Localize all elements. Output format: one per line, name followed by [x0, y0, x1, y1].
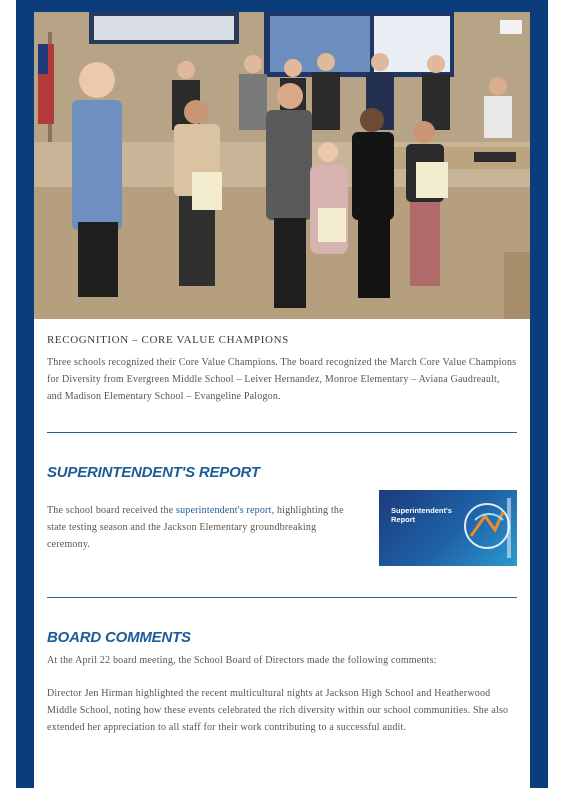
thumbnail-title: [391, 506, 452, 524]
thumbnail-graphic: [379, 490, 517, 566]
right-border: [530, 0, 548, 788]
recognition-section: [47, 334, 517, 405]
recognition-body: Three schools recognized their Core Value Champions. The board recognized the March Core Value Champions for Diversity from Evergreen Middle School – Leiver Hernandez, Monroe Elementary – Aviana Gaudreault, and Madison Elementary School – Evangeline Palogon.: [47, 357, 517, 402]
superintendent-text-after: , highlighting the state testing season and the Jackson Elementary groundbreaking ceremony.: [47, 505, 344, 550]
section-divider: [47, 597, 517, 598]
superintendent-report-thumbnail[interactable]: [379, 490, 517, 566]
left-border: [16, 0, 34, 788]
top-border: [16, 0, 548, 12]
recognition-title: RECOGNITION – CORE VALUE CHAMPIONS: [47, 334, 289, 346]
section-divider: [47, 432, 517, 433]
recognition-photo: [34, 12, 530, 319]
thumbnail-title-line2: Report: [391, 515, 416, 524]
superintendent-text: [47, 502, 362, 553]
board-comments-heading: BOARD COMMENTS: [47, 629, 191, 646]
superintendent-report-link[interactable]: superintendent's report: [176, 505, 272, 516]
board-comments-body: Director Jen Hirman highlighted the recent multicultural nights at Jackson High School and Heatherwood Middle School, noting how these events celebrated the rich diversity within our school communities. She also extended her appreciation to all staff for their work contributing to a successful audit.: [47, 688, 509, 733]
newsletter-card: [34, 12, 530, 788]
recognition-photo-illustration: [34, 12, 530, 319]
thumbnail-title-line1: Superintendent's: [391, 506, 452, 515]
superintendent-heading: SUPERINTENDENT'S REPORT: [47, 464, 260, 481]
board-comments-intro: At the April 22 board meeting, the School Board of Directors made the following comments:: [47, 655, 437, 666]
superintendent-text-before: The school board received the: [47, 505, 177, 516]
